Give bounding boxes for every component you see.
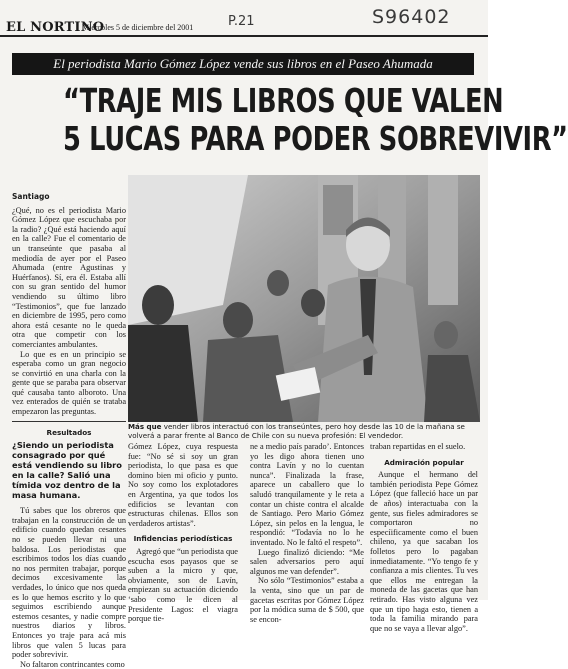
issue-date: Miércoles 5 de diciembre del 2001 [82, 23, 194, 32]
headline-line-2: 5 LUCAS PARA PODER SOBREVIVIR” [63, 119, 568, 158]
section-rule [12, 421, 126, 422]
headline-line-1: “TRAJE MIS LIBROS QUE VALEN [63, 81, 504, 120]
article-column-4 [370, 442, 478, 633]
paragraph: ¿Qué, no es el periodista Mario Gómez López que escuchaba por la radio? ¿Qué está haciendo aquí en la calle? Fue el comentario de un transeúnte que pasaba al mediodía de ayer por el Paseo Ahumada (entre Agustinas y Huérfanos). Sí, era él. Estaba allí con su gran sentido del humor vendiendo su último libro “Testimonios”, que fue lanzado en diciembre de 1995, pero como ahora está cesante no le queda otra que competir con los comerciantes ambulantes. [12, 205, 126, 349]
paragraph: Lo que es en un principio se esperaba como un gran negocio se convirtió en una charla con la gente que se paraba para observar qué causaba tanto alboroto. Una vez enterados de quién se trataba empezaron las preguntas. [12, 349, 126, 417]
newspaper-name: EL NORTINO [6, 20, 105, 35]
subhead-admiracion: Admiración popular [384, 457, 464, 467]
handwritten-page-mark: P.21 [228, 14, 255, 29]
photo-illustration [128, 175, 480, 422]
paragraph: No sólo “Testimonios” estaba a la venta, sino que un par de gacetas escritas por Gómez López por la módica suma de $ 500, que se encon- [250, 576, 364, 624]
subhead-resultados: Resultados [46, 427, 92, 437]
paragraph: Agregó que “un periodista que escucha esos payasos que se suben a la micro y que, obviamente, son de Lavín, empiezan su actuación diciendo ‘sabo como le dicen al Presidente Lagos: el viagra porque tie- [128, 546, 238, 624]
header-rule [0, 35, 488, 37]
paragraph: Gómez López, cuya respuesta fue: “No sé si soy un gran periodista, lo que pasa es que domino bien mi oficio y punto. No soy como los explotadores en Argentina, ya que todos los edificios se levantan con estructuras chilenas. Ellos son verdaderos artistas”. [128, 442, 238, 528]
headline [63, 81, 568, 158]
caption-text: vender libros interactuó con los transeúntes, pero hoy desde las 10 de la mañana se volverá a parar frente al Banco de Chile con su nueva profesión: El vendedor. [128, 422, 465, 440]
paragraph: Luego finalizó diciendo: “Me salen adversarios pero aquí algunos me van defender”. [250, 547, 364, 576]
article-column-2 [128, 442, 238, 624]
paragraph: Tú sabes que los obreros que trabajan en la construcción de un edificio cuando quedan cesantes no se pueden llevar ni una baldosa. Los periodistas que escribimos todos los días cuando no nos permiten trabajar, porque decimos excesivamente las verdades, lo único que nos queda es lo que hemos escrito y lo que seguimos escribiendo aunque estemos cesantes, y nadie compre nuestros diarios y libros. Entonces yo traje para acá mis libros que valen 5 lucas para poder sobrevivir. [12, 506, 126, 660]
paragraph: No faltaron contrincantes como [20, 659, 125, 669]
handwritten-clip-id: S96402 [372, 6, 451, 28]
caption-lead: Más que [128, 422, 162, 431]
paragraph: ne a medio país parado’. Entonces yo les digo ahora tienen uno contra Lavín y no lo cuentan nunca”. Finalizada la frase, aparece un caballero que lo saludó tranquilamente y le reta a contar un chiste contra el alcalde de Santiago. Pero Mario Gómez López, sin pelos en la lengua, le respondió: “Todavía no lo he inventado. No le faltó el respeto”. [250, 442, 364, 547]
paragraph: traban repartidas en el suelo. [370, 442, 466, 451]
article-column-3 [250, 442, 364, 624]
paragraph: Aunque el hermano del también periodista Pepe Gómez López (que falleció hace un par de años) interactuaba con la gente, sus fieles admiradores se comportaron no especíificamente como el buen chileno, ya que sacaban los folletos pero lo pagaban inmediatamente. “Yo tengo fe y confianza a mis clientes. Tu ves que ellos me entregan la moneda de las gacetas que han retirado. Has visto alguna vez que un tipo haga esto, tienen a toda la familia mirando para que no se vaya a llevar algo”. [370, 470, 478, 633]
dateline: Santiago [12, 192, 50, 201]
kicker-bar: El periodista Mario Gómez López vende sus libros en el Paseo Ahumada [12, 53, 474, 75]
article-column-1 [12, 192, 126, 669]
photo-caption [128, 423, 480, 440]
subhead-infidencias: Infidencias periodísticas [133, 534, 233, 544]
article-photo [128, 175, 480, 422]
pull-quote: ¿Siendo un periodista consagrado por qué está vendiendo su libro en la calle? Salió una tímida voz dentro de la masa humana. [12, 440, 122, 501]
